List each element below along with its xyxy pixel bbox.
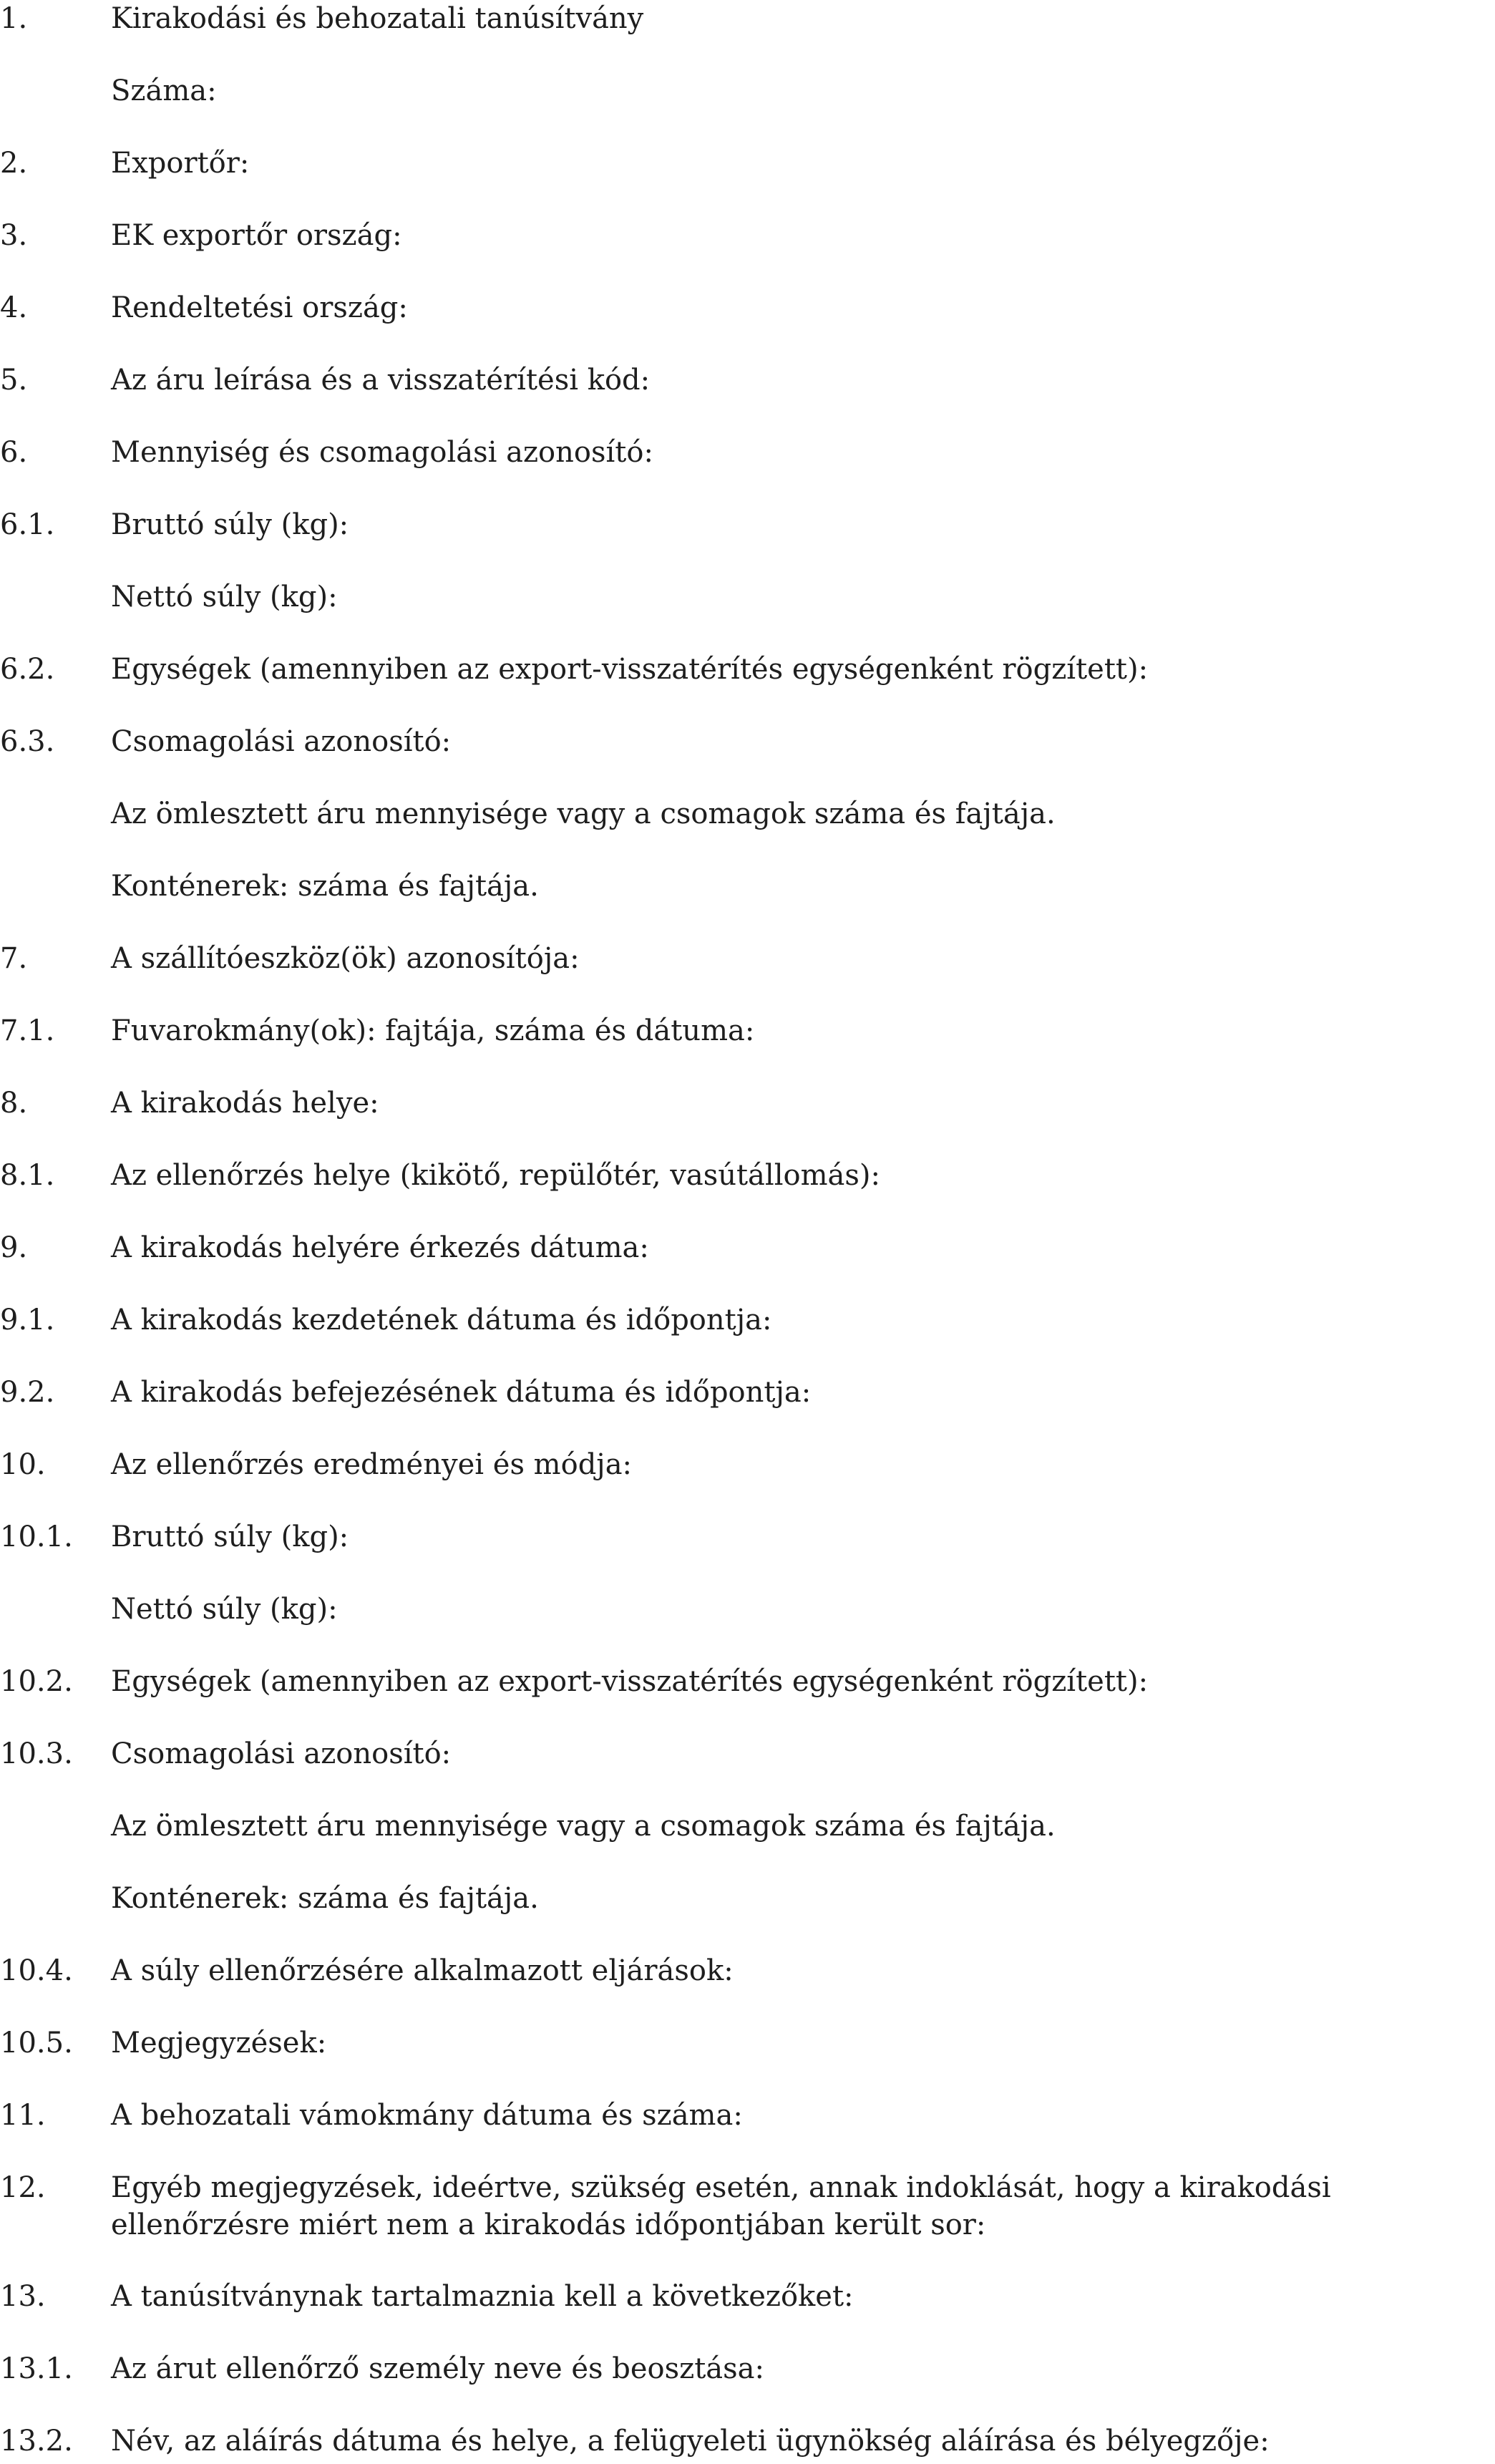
item-text: Kirakodási és behozatali tanúsítvány xyxy=(111,2,644,35)
item-text: A kirakodás helye: xyxy=(111,1087,379,1120)
item-number: 6. xyxy=(0,436,28,469)
item-text: Mennyiség és csomagolási azonosító: xyxy=(111,436,653,469)
item-number: 10. xyxy=(0,1448,46,1481)
item-number: 7. xyxy=(0,942,28,975)
item-number: 9.1. xyxy=(0,1304,55,1337)
item-text: Megjegyzések: xyxy=(111,2027,327,2060)
item-text: A szállítóeszköz(ök) azonosítója: xyxy=(111,942,580,975)
item-text: Fuvarokmány(ok): fajtája, száma és dátuma: xyxy=(111,1014,755,1047)
item-number: 5. xyxy=(0,364,28,397)
item-text: Az ömlesztett áru mennyisége vagy a csomagok száma és fajtája. xyxy=(111,1810,1056,1843)
item-number: 9. xyxy=(0,1231,28,1264)
item-text: Csomagolási azonosító: xyxy=(111,725,452,758)
item-number: 12. xyxy=(0,2171,46,2204)
item-text: EK exportőr ország: xyxy=(111,219,402,252)
item-text: Név, az aláírás dátuma és helye, a felügyeleti ügynökség aláírása és bélyegzője: xyxy=(111,2425,1270,2458)
item-number: 10.2. xyxy=(0,1665,73,1698)
item-number: 10.1. xyxy=(0,1520,73,1553)
item-number: 6.1. xyxy=(0,508,55,541)
item-number: 10.5. xyxy=(0,2027,73,2060)
item-number: 1. xyxy=(0,2,28,35)
item-text: Konténerek: száma és fajtája. xyxy=(111,1882,539,1915)
item-number: 13.2. xyxy=(0,2425,73,2458)
item-number: 7.1. xyxy=(0,1014,55,1047)
item-text: Csomagolási azonosító: xyxy=(111,1737,452,1770)
item-number: 9.2. xyxy=(0,1376,55,1409)
item-text: Konténerek: száma és fajtája. xyxy=(111,870,539,903)
item-number: 3. xyxy=(0,219,28,252)
item-number: 10.4. xyxy=(0,1954,73,1987)
item-text: Rendeltetési ország: xyxy=(111,291,408,324)
item-text: A tanúsítványnak tartalmaznia kell a következőket: xyxy=(111,2280,854,2313)
item-text: Egységek (amennyiben az export-visszatérítés egységenként rögzített): xyxy=(111,653,1149,686)
item-text: Bruttó súly (kg): xyxy=(111,508,349,541)
item-text: A behozatali vámokmány dátuma és száma: xyxy=(111,2099,743,2132)
item-number: 13. xyxy=(0,2280,46,2313)
item-number: 13.1. xyxy=(0,2352,73,2385)
item-number: 6.3. xyxy=(0,725,55,758)
item-number: 2. xyxy=(0,147,28,180)
item-number: 4. xyxy=(0,291,28,324)
item-text: Száma: xyxy=(111,74,217,107)
item-text: A kirakodás befejezésének dátuma és időpontja: xyxy=(111,1376,812,1409)
item-number: 10.3. xyxy=(0,1737,73,1770)
item-text: Egységek (amennyiben az export-visszatérítés egységenként rögzített): xyxy=(111,1665,1149,1698)
item-text: A kirakodás helyére érkezés dátuma: xyxy=(111,1231,649,1264)
item-text: Bruttó súly (kg): xyxy=(111,1520,349,1553)
item-text: A kirakodás kezdetének dátuma és időpontja: xyxy=(111,1304,772,1337)
item-text: Exportőr: xyxy=(111,147,250,180)
item-text: Az ellenőrzés eredményei és módja: xyxy=(111,1448,633,1481)
item-text: Egyéb megjegyzések, ideértve, szükség esetén, annak indoklását, hogy a kirakodási ellenőrzésre miért nem a kirakodás időpontjában került sor: xyxy=(111,2171,1331,2241)
item-text: Nettó súly (kg): xyxy=(111,581,338,613)
item-text: A súly ellenőrzésére alkalmazott eljárások: xyxy=(111,1954,734,1987)
item-number: 8. xyxy=(0,1087,28,1120)
item-number: 8.1. xyxy=(0,1159,55,1192)
item-text: Az áru leírása és a visszatérítési kód: xyxy=(111,364,651,397)
item-number: 6.2. xyxy=(0,653,55,686)
item-text: Az ellenőrzés helye (kikötő, repülőtér, vasútállomás): xyxy=(111,1159,880,1192)
item-text: Az ömlesztett áru mennyisége vagy a csomagok száma és fajtája. xyxy=(111,797,1056,830)
item-text: Nettó súly (kg): xyxy=(111,1593,338,1626)
item-text: Az árut ellenőrző személy neve és beosztása: xyxy=(111,2352,765,2385)
item-number: 11. xyxy=(0,2099,46,2132)
